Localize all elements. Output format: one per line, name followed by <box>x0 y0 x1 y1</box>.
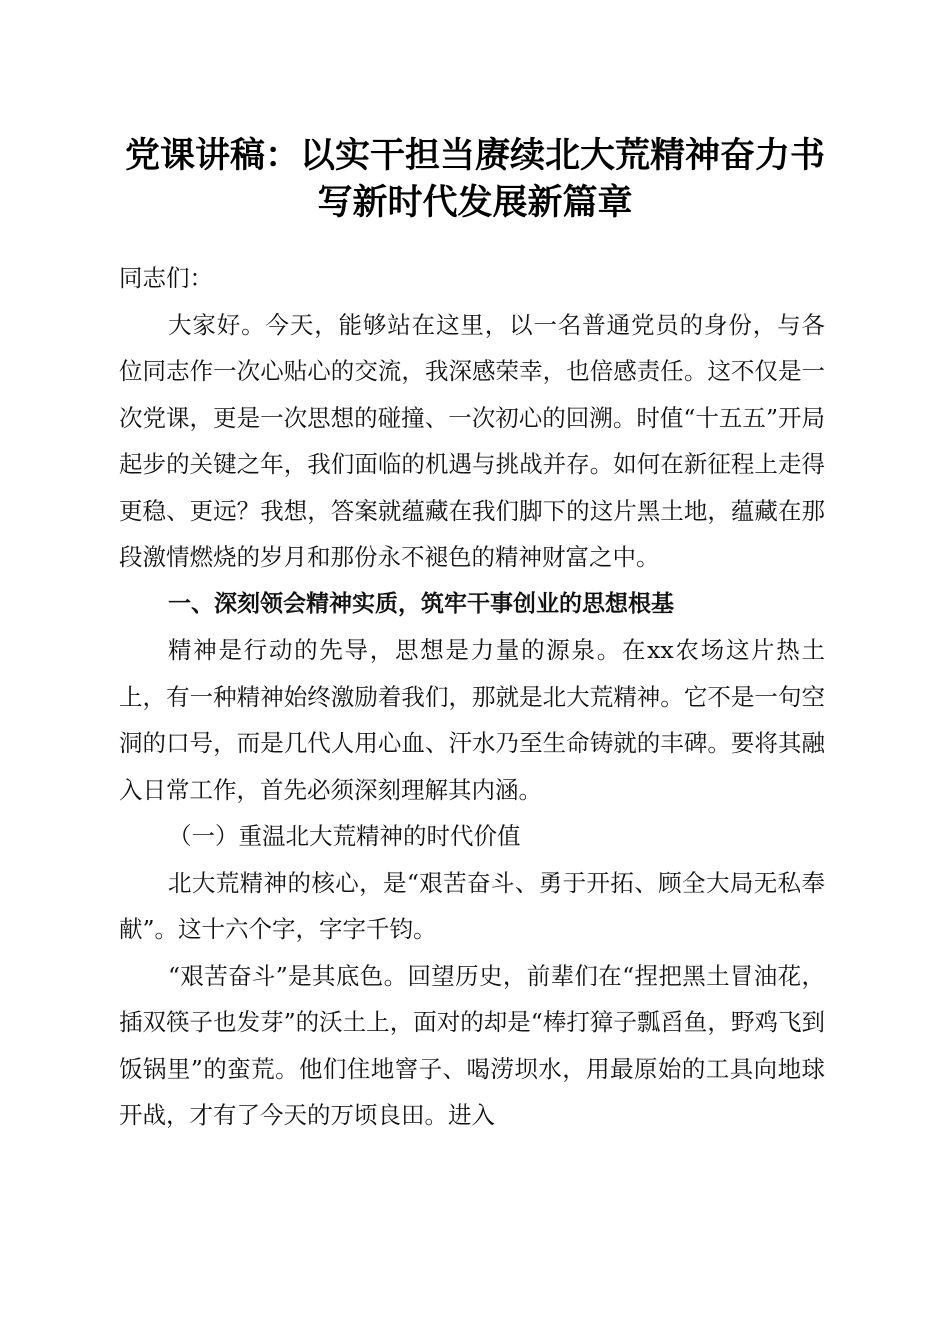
paragraph-hard-struggle: “艰苦奋斗”是其底色。回望历史，前辈们在“捏把黑土冒油花，插双筷子也发芽”的沃土上，面对的却是“棒打獐子瓢舀鱼，野鸡飞到饭锅里”的蛮荒。他们住地窨子、喝涝坝水，用最原始的工具向地球开战，才有了今天的万顷良田。进入 <box>119 961 825 1129</box>
paragraph-core-spirit: 北大荒精神的核心，是“艰苦奋斗、勇于开拓、顾全大局无私奉献”。这十六个字，字字千钧。 <box>119 868 825 943</box>
title-line-2: 写新时代发展新篇章 <box>317 182 633 223</box>
section-heading-1: 一、深刻领会精神实质，筑牢干事创业的思想根基 <box>168 590 674 617</box>
salutation: 同志们： <box>119 264 213 292</box>
title-line-1: 党课讲稿：以实干担当赓续北大荒精神奋力书 <box>124 135 825 176</box>
document-title <box>100 132 850 226</box>
subsection-heading-1: （一）重温北大荒精神的时代价值 <box>168 822 521 850</box>
paragraph-intro: 大家好。今天，能够站在这里，以一名普通党员的身份，与各位同志作一次心贴心的交流，我深感荣幸，也倍感责任。这不仅是一次党课，更是一次思想的碰撞、一次初心的回溯。时值“十五五”开局起步的关键之年，我们面临的机遇与挑战并存。如何在新征程上走得更稳、更远？我想，答案就蕴藏在我们脚下的这片黑土地，蕴藏在那段激情燃烧的岁月和那份永不褪色的精神财富之中。 <box>119 310 825 571</box>
paragraph-section-1: 精神是行动的先导，思想是力量的源泉。在xx农场这片热土上，有一种精神始终激励着我们，那就是北大荒精神。它不是一句空洞的口号，而是几代人用心血、汗水乃至生命铸就的丰碑。要将其融入日常工作，首先必须深刻理解其内涵。 <box>119 636 825 804</box>
document-body <box>119 255 825 1139</box>
